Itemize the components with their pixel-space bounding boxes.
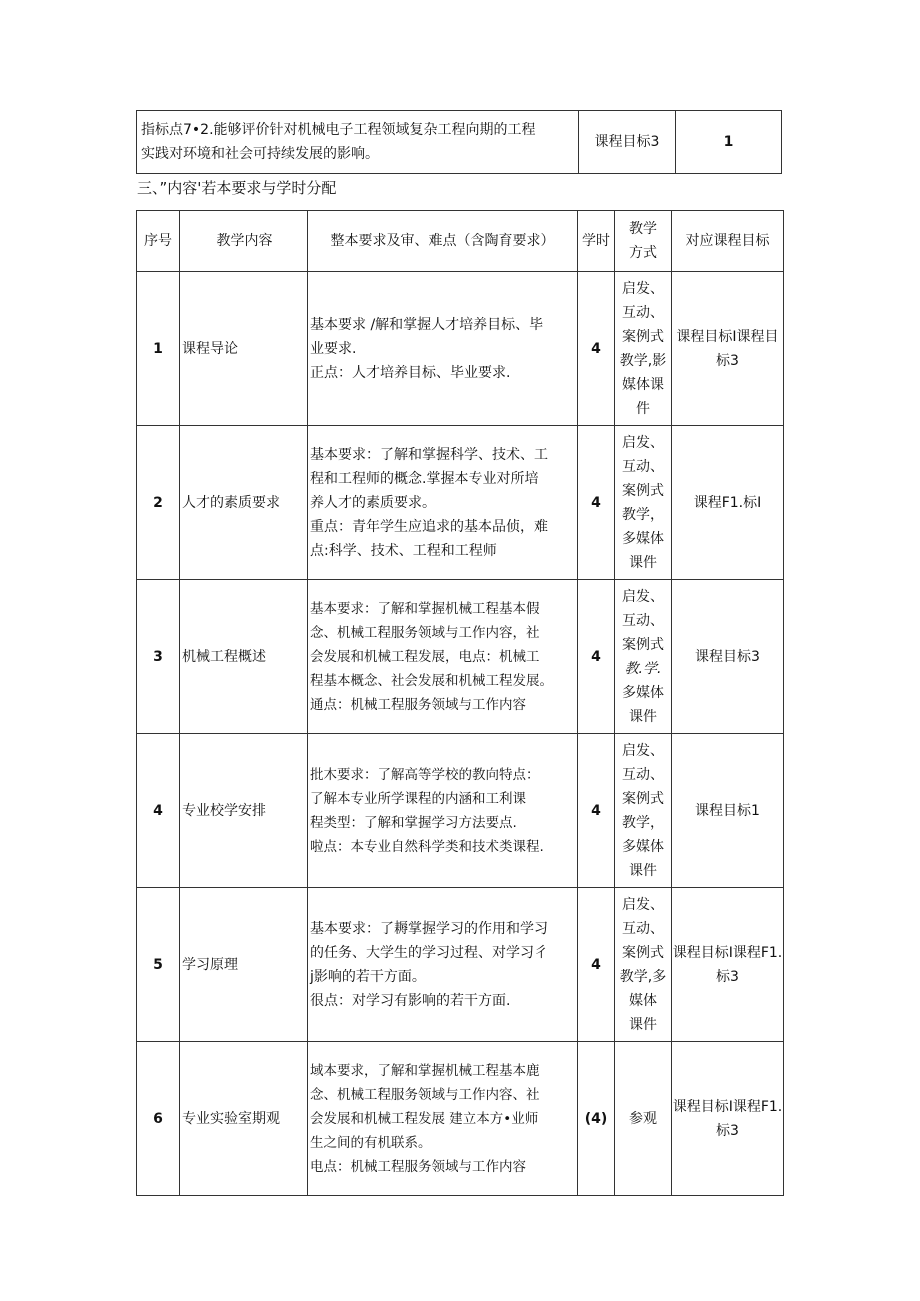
- req-line: 养人才的素质要求。: [310, 494, 436, 511]
- method-line: 教.学.: [624, 660, 662, 677]
- row-content: 专业实验室期观: [180, 1042, 308, 1196]
- req-line: 域本要求，了解和掌握机械工程基本鹿: [310, 1062, 540, 1079]
- method-line: 案例式: [622, 482, 664, 499]
- req-line: 基本要求：了耨掌握学习的作用和学习: [310, 920, 548, 937]
- method-line: 多媒体: [622, 684, 664, 701]
- row-target: [672, 272, 784, 426]
- req-line: 基本要求：了解和掌握机械工程基本假: [310, 600, 540, 617]
- indicator-line: 指标点7•2.能够评价针对机械电子工程领域复杂工程向期的工程: [141, 122, 536, 138]
- req-line: 重点：青年学生应追求的基本品侦，难: [310, 518, 548, 535]
- row-method: [615, 272, 672, 426]
- req-line: 通点：机械工程服务领域与工作内容: [310, 696, 526, 713]
- row-requirements: [308, 580, 578, 734]
- row-target: [672, 1042, 784, 1196]
- table-row: [137, 888, 784, 1042]
- method-line: 课件: [629, 862, 657, 879]
- method-line: 件: [636, 400, 650, 417]
- row-content: 专业校学安排: [180, 734, 308, 888]
- method-line: 启发、: [622, 742, 664, 759]
- row-hours: 4: [578, 734, 615, 888]
- row-requirements: [308, 272, 578, 426]
- method-line: 课件: [629, 708, 657, 725]
- header-method-line: 教学: [629, 221, 657, 237]
- row-method: [615, 734, 672, 888]
- method-line: 互动、: [622, 920, 664, 937]
- row-content: 机械工程概述: [180, 580, 308, 734]
- indicator-table: [136, 110, 782, 174]
- method-line: 互动、: [622, 458, 664, 475]
- method-line: 教学,多: [619, 968, 667, 985]
- target-line: 课程目标3: [695, 648, 760, 665]
- table-row: [137, 1042, 784, 1196]
- method-line: 互动、: [622, 612, 664, 629]
- method-line: 教学，: [622, 506, 664, 523]
- row-target: [672, 734, 784, 888]
- row-hours: (4): [578, 1042, 615, 1196]
- row-content: 课程导论: [180, 272, 308, 426]
- row-content: 学习原理: [180, 888, 308, 1042]
- target-line: 标3: [716, 352, 739, 369]
- req-line: 正点：人才培养目标、毕业要求.: [310, 364, 511, 381]
- indicator-row: [137, 111, 782, 174]
- req-line: j影响的若干方面。: [310, 968, 426, 985]
- req-line: 的任务、大学生的学习过程、对学习彳: [310, 944, 548, 961]
- header-method: [615, 211, 672, 272]
- method-line: 启发、: [622, 896, 664, 913]
- method-line: 教学，: [622, 814, 664, 831]
- method-line: 课件: [629, 554, 657, 571]
- indicator-text: [137, 111, 579, 174]
- row-requirements: [308, 888, 578, 1042]
- method-line: 课件: [629, 1016, 657, 1033]
- indicator-line: 实践对环境和社会可持续发展的影响。: [141, 146, 379, 162]
- target-line: 课程目标I课程F1.: [672, 1098, 783, 1115]
- row-target: [672, 426, 784, 580]
- method-line: 媒体课: [622, 376, 664, 393]
- req-line: 程和工程师的概念.掌握本专业对所培: [310, 470, 539, 487]
- req-line: 程类型：了解和掌握学习方法要点.: [310, 814, 517, 831]
- row-content: 人才的素质要求: [180, 426, 308, 580]
- method-line: 媒体: [629, 992, 657, 1009]
- req-line: 会发展和机械工程发展，电点：机械工: [310, 648, 540, 665]
- table-row: [137, 734, 784, 888]
- req-line: 念、机械工程服务领域与工作内容、社: [310, 1086, 540, 1103]
- target-line: 课程F1.标I: [693, 494, 762, 511]
- target-line: 课程目标I课程F1.: [672, 944, 783, 961]
- req-line: 业要求.: [310, 340, 357, 357]
- method-line: 启发、: [622, 588, 664, 605]
- method-line: 教学,影: [619, 352, 667, 369]
- table-row: [137, 426, 784, 580]
- method-line: 参观: [629, 1110, 657, 1127]
- table-header-row: [137, 211, 784, 272]
- row-seq: 5: [137, 888, 180, 1042]
- method-line: 多媒体: [622, 530, 664, 547]
- req-line: 会发展和机械工程发展 建立本方•业师: [310, 1110, 539, 1127]
- row-hours: 4: [578, 888, 615, 1042]
- row-seq: 3: [137, 580, 180, 734]
- row-hours: 4: [578, 580, 615, 734]
- target-line: 课程目标1: [695, 802, 760, 819]
- table-row: [137, 580, 784, 734]
- method-line: 案例式: [622, 944, 664, 961]
- row-method: [615, 888, 672, 1042]
- indicator-value: 1: [676, 111, 782, 174]
- header-seq: 序号: [137, 211, 180, 272]
- method-line: 案例式: [622, 790, 664, 807]
- req-line: 了解本专业所学课程的内涵和工利课: [310, 790, 526, 807]
- req-line: 点:科学、技术、工程和工程师: [310, 542, 497, 559]
- row-method: [615, 426, 672, 580]
- req-line: 电点：机械工程服务领域与工作内容: [310, 1158, 526, 1175]
- section-heading: 三、”内容'若本要求与学时分配: [137, 179, 337, 197]
- req-line: 啦点：本专业自然科学类和技术类课程.: [310, 838, 544, 855]
- table-row: [137, 272, 784, 426]
- content-hours-table: [136, 210, 784, 1196]
- header-method-line: 方式: [629, 245, 657, 261]
- row-seq: 6: [137, 1042, 180, 1196]
- row-seq: 4: [137, 734, 180, 888]
- row-method: [615, 580, 672, 734]
- header-content: 教学内容: [180, 211, 308, 272]
- indicator-course-goal: 课程目标3: [579, 111, 676, 174]
- row-requirements: [308, 734, 578, 888]
- header-target: 对应课程目标: [672, 211, 784, 272]
- row-seq: 2: [137, 426, 180, 580]
- target-line: 标3: [716, 968, 739, 985]
- row-requirements: [308, 426, 578, 580]
- header-requirements: 整本要求及审、难点（含陶育要求）: [308, 211, 578, 272]
- header-hours: 学时: [578, 211, 615, 272]
- target-line: 课程目标I课程目: [676, 328, 779, 345]
- method-line: 案例式: [622, 636, 664, 653]
- row-hours: 4: [578, 272, 615, 426]
- row-method: [615, 1042, 672, 1196]
- method-line: 多媒体: [622, 838, 664, 855]
- req-line: 基本要求 /解和掌握人才培养目标、毕: [310, 316, 544, 333]
- req-line: 很点：对学习有影响的若干方面.: [310, 992, 511, 1009]
- target-line: 标3: [716, 1122, 739, 1139]
- req-line: 念、机械工程服务领域与工作内容，社: [310, 624, 540, 641]
- req-line: 基本要求：了解和掌握科学、技术、工: [310, 446, 548, 463]
- req-line: 批木要求：了解高等学校的教向特点：: [310, 766, 540, 783]
- method-line: 互动、: [622, 766, 664, 783]
- row-seq: 1: [137, 272, 180, 426]
- row-hours: 4: [578, 426, 615, 580]
- row-target: [672, 888, 784, 1042]
- row-requirements: [308, 1042, 578, 1196]
- row-target: [672, 580, 784, 734]
- req-line: 程基本概念、社会发展和机械工程发展。: [310, 672, 553, 689]
- method-line: 启发、: [622, 280, 664, 297]
- method-line: 启发、: [622, 434, 664, 451]
- method-line: 案例式: [622, 328, 664, 345]
- method-line: 互动、: [622, 304, 664, 321]
- req-line: 生之间的有机联系。: [310, 1134, 432, 1151]
